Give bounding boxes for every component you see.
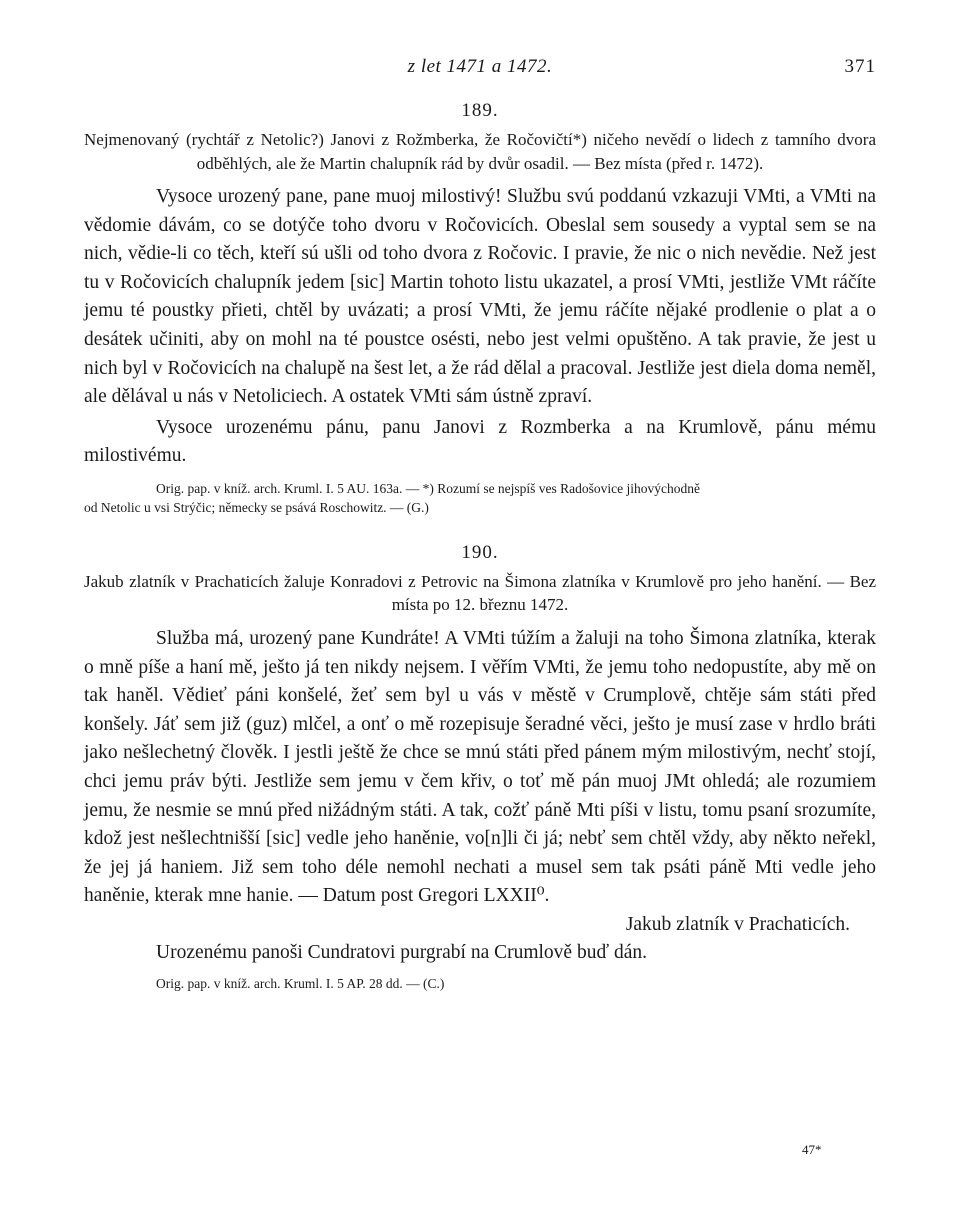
running-header	[84, 56, 876, 90]
document-regest: Nejmenovaný (rychtář z Netolic?) Janovi z Rožmberka, že Ročovičtí*) ničeho nevědí o lidech z tamního dvora odběhlých, ale že Martin chalupník rád by dvůr osadil. — Bez místa (před r. 1472).	[84, 130, 876, 173]
page	[84, 56, 876, 994]
page-number: 371	[844, 56, 876, 77]
source-note	[84, 479, 876, 518]
document-number: 190.	[461, 541, 499, 563]
running-title: z let 1471 a 1472.	[407, 56, 553, 77]
document-number: 189.	[461, 100, 499, 121]
document-paragraph: Služba má, urozený pane Kundráte! A VMti túžím a žaluji na toho Šimona zlatníka, kterak o mně píše a haní mě, ješto já ten nikdy nejsem. I věřím VMti, že jemu toho nedopustíte, aby mě on tak haněl. Vědieť páni konšelé, žeť sem byl u vás v městě v Crumplově, chtěje sám státi před konšely. Jáť sem již (guz) mlčel, a onť o mě rozepisuje šeradné věci, ješto je musí zase v hrdlo bráti jako nešlechetný člověk. I jestli ještě že chce se mnú státi před pánem mým milostivým, nechť stojí, chci jemu práv býti. Jestliže sem jemu v čem křiv, o toť mě pán muoj JMt ohledá; ale rozumiem jemu, že nesmie se mnú před nižádným státi. A tak, cožť páně Mti píši v listu, tomu psaní srozumíte, kdož jest nešlechtnišší [sic] vedle jeho haněnie, vo[n]li či já; nebť sem chtěl vždy, aby někto neřekl, že jej já haniem. Již sem toho déle nemohl nechati a musel sem tak psáti páně Mti vedle jeho haněnie, kterak mne hanie. — Datum post Gregori LXXII⁰.	[84, 627, 876, 907]
document-text	[84, 625, 876, 911]
source-note-line: Orig. pap. v kníž. arch. Kruml. I. 5 AU. 163a. — *) Rozumí se nejspíš ves Radošovice jihovýchodně	[156, 480, 701, 496]
document-signature: Jakub zlatník v Prachaticích.	[625, 913, 850, 935]
printer-signature-mark: 47*	[802, 1142, 822, 1157]
document-address: Vysoce urozenému pánu, panu Janovi z Rozmberka a na Krumlově, pánu mému milostivému.	[84, 416, 876, 467]
source-note-line: od Netolic u vsi Strýčic; německy se psává Roschowitz. — (G.)	[84, 500, 429, 516]
source-note: Orig. pap. v kníž. arch. Kruml. I. 5 AP. 28 dd. — (C.)	[156, 976, 445, 992]
document-address: Urozenému panoši Cundratovi purgrabí na Crumlově buď dán.	[156, 942, 647, 964]
document-regest: Jakub zlatník v Prachaticích žaluje Konradovi z Petrovic na Šimona zlatníka v Krumlově pro jeho hanění. — Bez místa po 12. březnu 1472.	[84, 571, 876, 615]
document-paragraph: Vysoce urozený pane, pane muoj milostivý! Službu svú poddanú vzkazuji VMti, a VMti na vědomie dávám, co se dotýče toho dvoru v Ročovicích. Obeslal sem sousedy a vyptal sem se na nich, vědie-li co těch, kteří sú ušli od toho dvora z Ročovic. I pravie, že nic o nich nevědie. Než jest tu v Ročovicích chalupník jedem [sic] Martin tohoto listu ukazatel, a prosí VMti, jestliže VMt ráčíte jemu té poustky přieti, chtěl by uvázati; a prosí VMti, že jemu ráčíte nějaké prodlenie o plat a o desátek učiniti, aby on mohl na té poustce osésti, nebo jest velmi opuštěno. A tak pravie, že jest u nich byl v Ročovicích na chalupě na šest let, a že rád dělal a pracoval. Jestliže jest diela doma neměl, ale dělával u nás v Netoliciech. A ostatek VMti sám ústně zpraví.	[84, 186, 876, 408]
document-text	[84, 183, 876, 412]
